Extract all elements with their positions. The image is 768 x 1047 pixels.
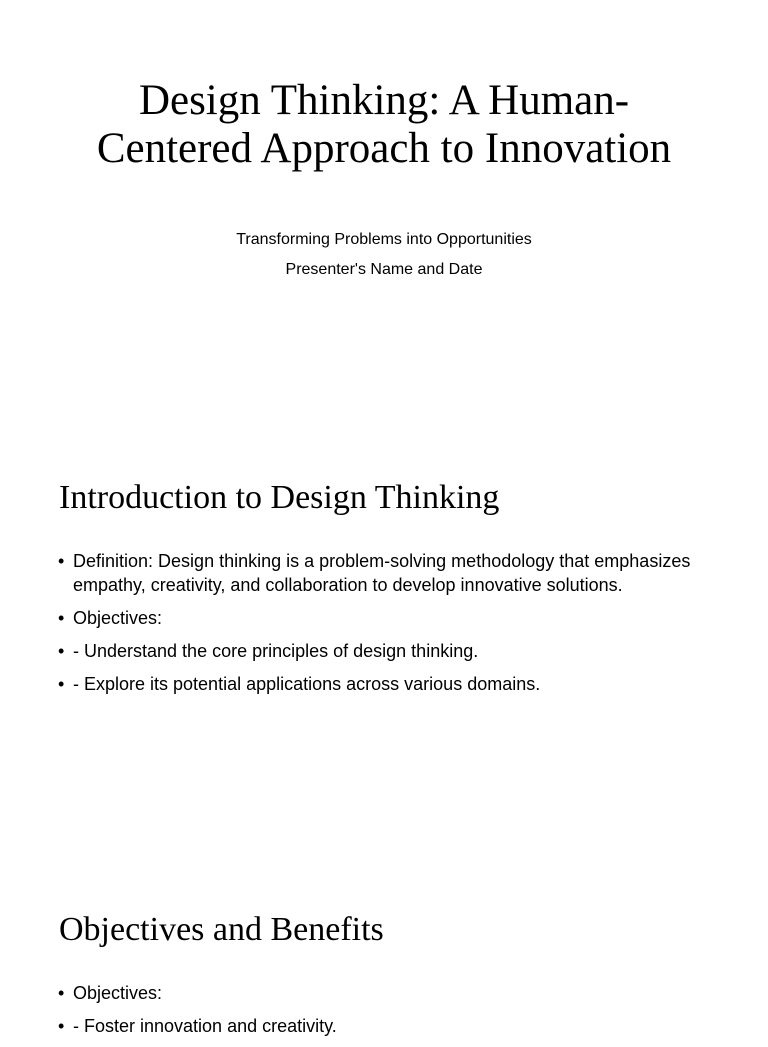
slide-heading: Objectives and Benefits bbox=[59, 911, 384, 948]
objectives-slide bbox=[0, 864, 768, 1036]
presentation-title: Design Thinking: A Human-Centered Approach to Innovation bbox=[96, 77, 672, 172]
bullet-dot-icon: • bbox=[58, 674, 65, 694]
bullet-item bbox=[57, 1014, 697, 1038]
title-slide bbox=[0, 0, 768, 432]
bullet-dot-icon: • bbox=[58, 641, 65, 661]
bullet-text: Definition: Design thinking is a problem-solving methodology that emphasizes empathy, creativity, and collaboration to develop innovative solutions. bbox=[73, 551, 691, 595]
bullet-item bbox=[57, 606, 697, 630]
bullet-item bbox=[57, 981, 697, 1005]
bullet-item bbox=[57, 672, 697, 696]
bullet-dot-icon: • bbox=[58, 551, 65, 571]
bullet-dot-icon: • bbox=[58, 608, 65, 628]
presentation-subtitle: Transforming Problems into Opportunities bbox=[236, 231, 532, 248]
bullet-item bbox=[57, 549, 697, 597]
bullet-list bbox=[57, 981, 697, 1047]
bullet-list bbox=[57, 549, 697, 705]
bullet-dot-icon: • bbox=[58, 1016, 65, 1036]
bullet-item bbox=[57, 639, 697, 663]
slide-heading: Introduction to Design Thinking bbox=[59, 479, 500, 516]
bullet-text: Objectives: bbox=[73, 983, 163, 1003]
bullet-text: - Understand the core principles of design thinking. bbox=[73, 641, 479, 661]
bullet-dot-icon: • bbox=[58, 983, 65, 1003]
introduction-slide bbox=[0, 432, 768, 864]
bullet-text: - Foster innovation and creativity. bbox=[73, 1016, 337, 1036]
bullet-text: Objectives: bbox=[73, 608, 163, 628]
presenter-line: Presenter's Name and Date bbox=[285, 261, 483, 278]
bullet-text: - Explore its potential applications across various domains. bbox=[73, 674, 541, 694]
